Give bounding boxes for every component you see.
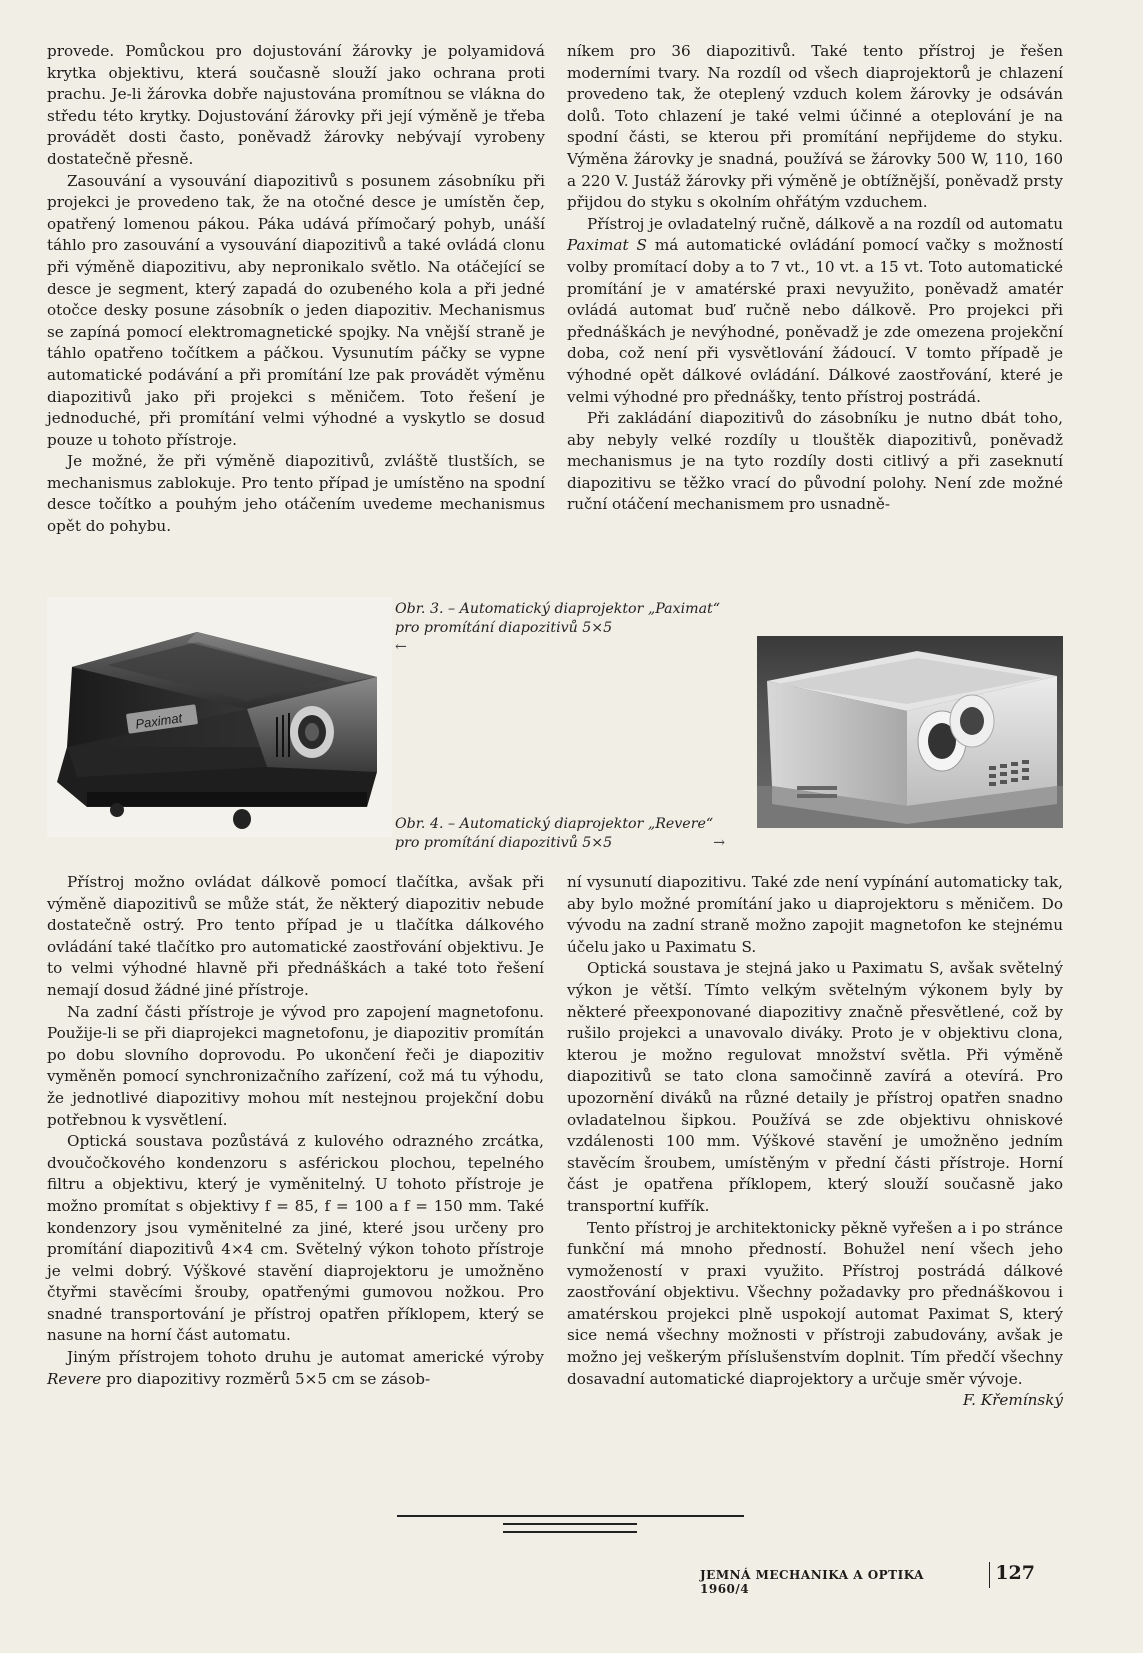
paragraph: Jiným přístrojem tohoto druhu je automat americké výroby Revere pro diapozitivy rozměrů 5×5 cm se zásob- xyxy=(47,1348,544,1388)
arrow-left-icon: ← xyxy=(395,639,407,655)
paragraph: Zasouvání a vysouvání diapozitivů s posunem zásobníku při projekci je provedeno tak, že na otočné desce je umístěn čep, opatřený lomenou pákou. Páka udává přímočarý pohyb, unáší táhlo pro zasouvání a vysouvání diapozitivů a také ovládá clonu při výměně diapozitivu, aby nepronikalo světlo. Na otáčející se desce je segment, který zapadá do ozubeného kola a při jedné otočce desky posune zásobník o jeden diapozitiv. Mechanismus se zapíná pomocí elektromagnetické spojky. Na vnější straně je táhlo opatřeno točítkem a páčkou. Vysunutím páčky se vypne automatické podávání a při promítání lze pak provádět výměnu diapozitivů jako při projekci s měničem. Toto řešení je jednoduché, při promítání velmi výhodné a vyskytlo se dosud pouze u tohoto přístroje. xyxy=(47,171,545,449)
photo-paximat-projector xyxy=(47,597,392,837)
paragraph: Přístroj možno ovládat dálkově pomocí tlačítka, avšak při výměně diapozitivů se může stát, že některý diapozitiv nebude dostatečně ostrý. Pro tento případ je u tlačítka dálkového ovládání také tlačítko pro automatické zaostřování objektivu. Je to velmi výhodné hlavně při přednáškách a také toto řešení nemají dosud žádné jiné přístroje. xyxy=(47,873,544,999)
product-name: Revere xyxy=(47,1369,102,1388)
figure-caption-3: Obr. 3. – Automatický diaprojektor „Paximat“ pro promítání diapozitivů 5×5 ← xyxy=(395,601,720,655)
paragraph: Přístroj je ovladatelný ručně, dálkově a na rozdíl od automatu Paximat S má automatické ovládání pomocí vačky s možností volby promítací doby a to 7 vt., 10 vt. a 15 vt. Toto automatické promítání je v amatérské praxi nevyužito, poněvadž amatér ovládá automat buď ručně nebo dálkově. Pro projekci při přednáškách je nevýhodné, poněvadž je zde omezena projekční doba, což není při vysvětlování žádoucí. V tomto případě je výhodné opět dálkové ovládání. Dálkové zaostřování, které je velmi výhodné pro přednášky, tento přístroj postrádá. xyxy=(567,214,1064,406)
footer-divider xyxy=(989,1562,990,1588)
figure-caption-4: Obr. 4. – Automatický diaprojektor „Revere“ pro promítání diapozitivů 5×5 → xyxy=(395,816,725,851)
product-name: Paximat S xyxy=(567,236,647,255)
author-signature: F. Křemínský xyxy=(962,1391,1063,1410)
end-rule xyxy=(503,1531,637,1533)
paragraph: provede. Pomůckou pro dojustování žárovky je polyamidová krytka objektivu, která současně slouží jako ochrana proti prachu. Je-li žárovka dobře najustována promítnou se vlákna do středu této krytky. Dojustování žárovky při její výměně je třeba provádět dosti často, poněvadž žárovky nebývají vyrobeny dostatečně přesně. xyxy=(47,42,545,168)
projector-illustration xyxy=(47,597,392,837)
journal-name: JEMNÁ MECHANIKA A OPTIKA 1960/4 xyxy=(700,1568,924,1596)
paragraph: Je možné, že při výměně diapozitivů, zvláště tlustších, se mechanismus zablokuje. Pro tento případ je umístěno na spodní desce točítko a pouhým jeho otáčením uvedeme mechanismus opět do pohybu. xyxy=(47,452,545,536)
paragraph: Optická soustava je stejná jako u Paximatu S, avšak světelný výkon je větší. Tímto velkým světelným výkonem byly by některé přeexponované diapozitivy značně přesvětlené, což by rušilo projekci a unavovalo diváky. Proto je v objektivu clona, kterou je možno regulovat množství světla. Při výměně diapozitivů se tato clona samočinně zavírá a otevírá. Pro upozornění diváků na různé detaily je přístroj opatřen snadno ovladatelnou šipkou. Používá se zde objektivu ohniskové vzdálenosti 100 mm. Výškové stavění je umožněno jedním stavěcím šroubem, umístěným v přední části přístroje. Horní část je opatřena příklopem, který slouží současně jako transportní kufřík. xyxy=(567,959,1063,1215)
column-bottom-right xyxy=(567,872,1063,1412)
paragraph: níkem pro 36 diapozitivů. Také tento přístroj je řešen moderními tvary. Na rozdíl od všech diaprojektorů je chlazení provedeno tak, že oteplený vzduch kolem žárovky je odsáván dolů. Toto chlazení je také velmi účinné a oteplování je na spodní části, se kterou při promítání nepřijdeme do styku. Výměna žárovky je snadná, používá se žárovky 500 W, 110, 160 a 220 V. Justáž žárovky při výměně je obtížnější, poněvadž prsty přijdou do styku s okolním ohřátým vzduchem. xyxy=(567,42,1063,212)
paragraph: Tento přístroj je architektonicky pěkně vyřešen a i po stránce funkční má mnoho předností. Bohužel není všech jeho vymožeností v praxi využito. Přístroj postrádá dálkové zaostřování objektivu. Všechny požadavky pro přednáškovou i amatérskou projekci plně uspokojí automat Paximat S, který sice nemá všechny možnosti v přístroji zabudovány, avšak je možno jej veškerým příslušenstvím doplnit. Tím předčí všechny dosavadní automatické diaprojektory a určuje směr vývoje. F. Křemínský xyxy=(567,1218,1063,1391)
end-rule xyxy=(397,1515,744,1517)
column-top-left xyxy=(47,41,545,538)
page-number: 127 xyxy=(995,1562,1035,1584)
paragraph: Na zadní části přístroje je vývod pro zapojení magnetofonu. Použije-li se při diaprojekci magnetofonu, je diapozitiv promítán po dobu slovního doprovodu. Po ukončení řeči je diapozitiv vyměněn pomocí synchronizačního zařízení, což má tu výhodu, že jednotlivé diapozitivy mohou mít nestejnou projekční dobu potřebnou k vysvětlení. xyxy=(47,1002,544,1129)
column-bottom-left xyxy=(47,872,544,1390)
arrow-right-icon: → xyxy=(713,835,725,851)
paragraph: Při zakládání diapozitivů do zásobníku je nutno dbát toho, aby nebyly velké rozdíly u tlouštěk diapozitivů, poněvadž mechanismus je na tyto rozdíly dosti citlivý a při zaseknutí diapozitivu se těžko vrací do původní polohy. Není zde možné ruční otáčení mechanismem pro usnadně- xyxy=(567,409,1063,514)
column-top-right xyxy=(567,41,1063,516)
paragraph: ní vysunutí diapozitivu. Také zde není vypínání automaticky tak, aby bylo možné promítání jako u diaprojektoru s měničem. Do vývodu na zadní straně možno zapojit magnetofon ke stejnému účelu jako u Paximatu S. xyxy=(567,873,1063,956)
photo-revere-projector xyxy=(757,636,1063,828)
logo-text: Paximat xyxy=(134,710,184,732)
projector-illustration xyxy=(757,636,1063,828)
paragraph: Optická soustava pozůstává z kulového odrazného zrcátka, dvoučočkového kondenzoru s asférickou plochou, tepelného filtru a objektivu, který je vyměnitelný. U tohoto přístroje je možno promítat s objektivy f = 85, f = 100 a f = 150 mm. Také kondenzory jsou vyměnitelné za jiné, které jsou určeny pro promítání diapozitivů 4×4 cm. Světelný výkon tohoto přístroje je velmi dobrý. Výškové stavění diaprojektoru je umožněno čtyřmi stavěcími šrouby, opatřenými gumovou nožkou. Pro snadné transportování je přístroj opatřen příklopem, který se nasune na horní část automatu. xyxy=(47,1132,544,1345)
page-footer xyxy=(700,1560,1063,1596)
end-rule xyxy=(503,1523,637,1525)
